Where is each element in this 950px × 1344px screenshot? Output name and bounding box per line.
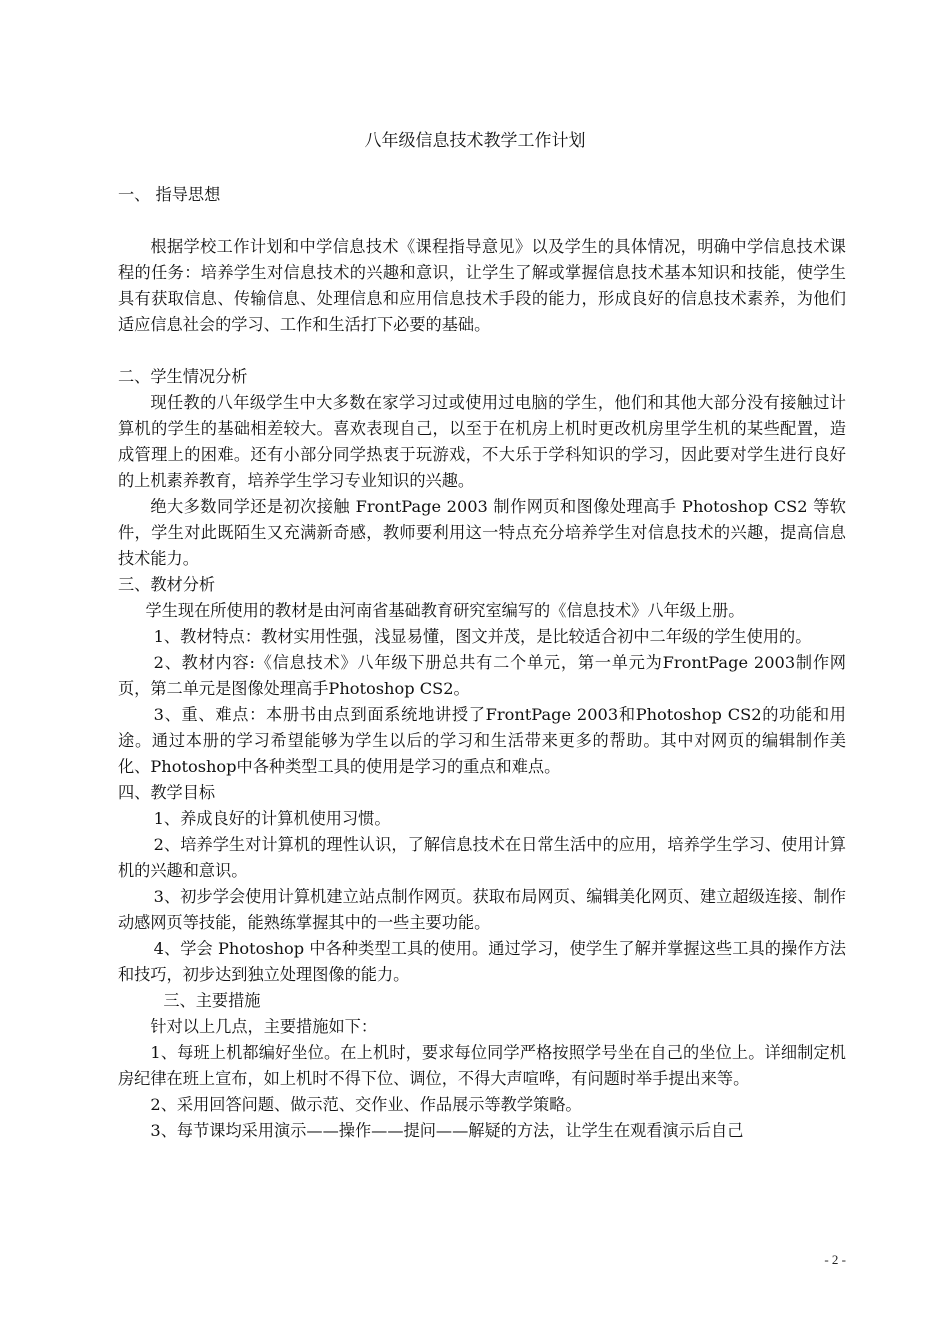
paragraph: 4、学会 Photoshop 中各种类型工具的使用。通过学习，使学生了解并掌握这些工具的操作方法和技巧，初步达到独立处理图像的能力。 bbox=[118, 939, 846, 984]
page-number: - 2 - bbox=[824, 1252, 846, 1267]
paragraph: 1、养成良好的计算机使用习惯。 bbox=[153, 809, 391, 828]
section-heading-teaching-goals: 四、教学目标 bbox=[118, 783, 216, 802]
paragraph: 根据学校工作计划和中学信息技术《课程指导意见》以及学生的具体情况，明确中学信息技术课程的任务：培养学生对信息技术的兴趣和意识，让学生了解或掌握信息技术基本知识和技能，使学生具有获取信息、传输信息、处理信息和应用信息技术手段的能力，形成良好的信息技术素养，为他们适应信息社会的学习、工作和生活打下必要的基础。 bbox=[118, 237, 846, 334]
spacer bbox=[118, 338, 846, 364]
document-body bbox=[118, 182, 846, 1144]
document-title: 八年级信息技术教学工作计划 bbox=[364, 131, 586, 151]
paragraph: 1、每班上机都编好坐位。在上机时，要求每位同学严格按照学号坐在自己的坐位上。详细制定机房纪律在班上宣布，如上机时不得下位、调位，不得大声喧哗，有问题时举手提出来等。 bbox=[118, 1043, 846, 1088]
section-heading-student-analysis: 二、学生情况分析 bbox=[118, 367, 248, 386]
paragraph: 2、教材内容:《信息技术》八年级下册总共有二个单元，第一单元为FrontPage 2003制作网页，第二单元是图像处理高手Photoshop CS2。 bbox=[118, 653, 846, 698]
paragraph: 3、初步学会使用计算机建立站点制作网页。获取布局网页、编辑美化网页、建立超级连接、制作动感网页等技能，能熟练掌握其中的一些主要功能。 bbox=[118, 887, 846, 932]
paragraph: 现任教的八年级学生中大多数在家学习过或使用过电脑的学生，他们和其他大部分没有接触过计算机的学生的基础相差较大。喜欢表现自己，以至于在机房上机时更改机房里学生机的某些配置，造成管理上的困难。还有小部分同学热衷于玩游戏，不大乐于学科知识的学习，因此要对学生进行良好的上机素养教育，培养学生学习专业知识的兴趣。 bbox=[118, 393, 846, 490]
spacer bbox=[118, 208, 846, 234]
section-heading-main-measures: 三、主要措施 bbox=[163, 991, 261, 1010]
paragraph: 3、每节课均采用演示——操作——提问——解疑的方法，让学生在观看演示后自己 bbox=[150, 1121, 744, 1140]
paragraph: 1、教材特点：教材实用性强，浅显易懂，图文并茂，是比较适合初中二年级的学生使用的。 bbox=[153, 627, 812, 646]
paragraph: 学生现在所使用的教材是由河南省基础教育研究室编写的《信息技术》八年级上册。 bbox=[145, 601, 745, 620]
section-heading-guiding-ideology: 一、 指导思想 bbox=[118, 185, 221, 204]
paragraph: 针对以上几点，主要措施如下： bbox=[150, 1017, 378, 1036]
section-heading-textbook-analysis: 三、教材分析 bbox=[118, 575, 216, 594]
paragraph: 3、重、难点：本册书由点到面系统地讲授了FrontPage 2003和Photoshop CS2的功能和用途。通过本册的学习希望能够为学生以后的学习和生活带来更多的帮助。其中对网页的编辑制作美化、Photoshop中各种类型工具的使用是学习的重点和难点。 bbox=[118, 705, 846, 776]
paragraph: 绝大多数同学还是初次接触 FrontPage 2003 制作网页和图像处理高手 Photoshop CS2 等软件，学生对此既陌生又充满新奇感，教师要利用这一特点充分培养学生对信息技术的兴趣，提高信息技术能力。 bbox=[118, 497, 846, 568]
paragraph: 2、采用回答问题、做示范、交作业、作品展示等教学策略。 bbox=[150, 1095, 582, 1114]
paragraph: 2、培养学生对计算机的理性认识，了解信息技术在日常生活中的应用，培养学生学习、使用计算机的兴趣和意识。 bbox=[118, 835, 846, 880]
